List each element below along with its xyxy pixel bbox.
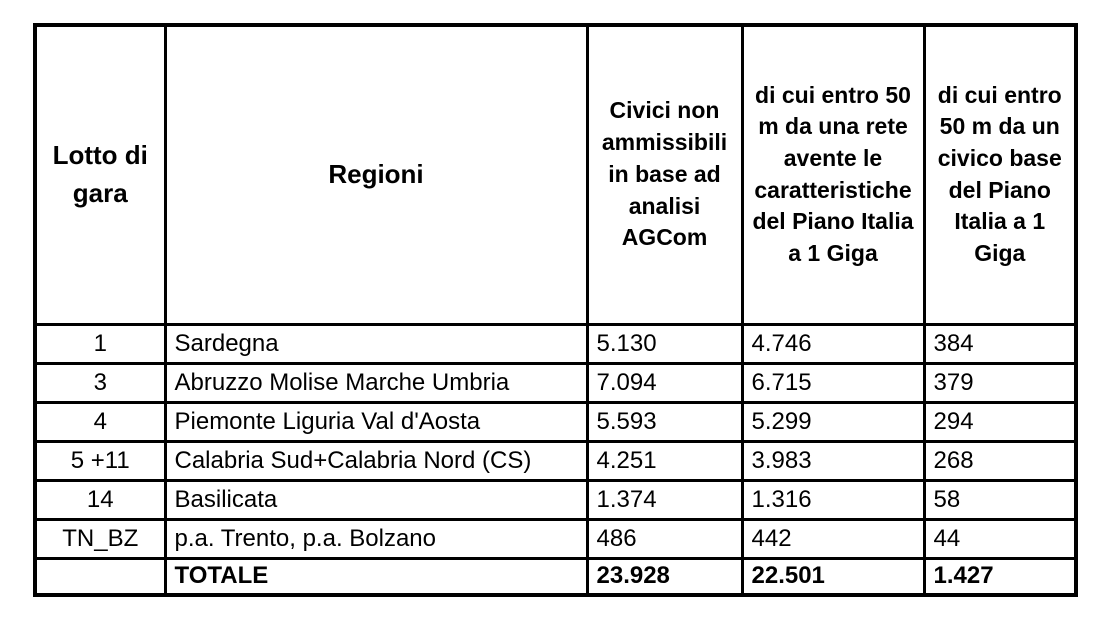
table-row bbox=[35, 324, 1076, 363]
cell-entro-50m-rete: 1.316 bbox=[742, 480, 924, 519]
cell-entro-50m-rete: 5.299 bbox=[742, 402, 924, 441]
col-header-entro-50m-civico-base: di cui entro 50 m da un civico base del Piano Italia a 1 Giga bbox=[924, 25, 1076, 324]
cell-entro-50m-rete: 4.746 bbox=[742, 324, 924, 363]
cell-lotto: 14 bbox=[35, 480, 165, 519]
cell-regione: Calabria Sud+Calabria Nord (CS) bbox=[165, 441, 587, 480]
col-header-civici-non-ammissibili: Civici non ammissibili in base ad analisi AGCom bbox=[587, 25, 742, 324]
cell-regione: Piemonte Liguria Val d'Aosta bbox=[165, 402, 587, 441]
cell-entro-50m-civico-base: 294 bbox=[924, 402, 1076, 441]
total-entro-50m-rete: 22.501 bbox=[742, 558, 924, 595]
table-header-row bbox=[35, 25, 1076, 324]
table-row bbox=[35, 441, 1076, 480]
cell-lotto: 4 bbox=[35, 402, 165, 441]
cell-entro-50m-civico-base: 58 bbox=[924, 480, 1076, 519]
cell-regione: Sardegna bbox=[165, 324, 587, 363]
cell-lotto: 1 bbox=[35, 324, 165, 363]
cell-entro-50m-civico-base: 268 bbox=[924, 441, 1076, 480]
cell-entro-50m-civico-base: 379 bbox=[924, 363, 1076, 402]
cell-regione: Basilicata bbox=[165, 480, 587, 519]
cell-civici: 1.374 bbox=[587, 480, 742, 519]
cell-lotto: 5 +11 bbox=[35, 441, 165, 480]
table-row bbox=[35, 402, 1076, 441]
cell-entro-50m-civico-base: 44 bbox=[924, 519, 1076, 558]
cell-entro-50m-rete: 442 bbox=[742, 519, 924, 558]
cell-lotto: 3 bbox=[35, 363, 165, 402]
cell-regione: Abruzzo Molise Marche Umbria bbox=[165, 363, 587, 402]
cell-civici: 4.251 bbox=[587, 441, 742, 480]
cell-entro-50m-rete: 6.715 bbox=[742, 363, 924, 402]
cell-entro-50m-rete: 3.983 bbox=[742, 441, 924, 480]
total-entro-50m-civico-base: 1.427 bbox=[924, 558, 1076, 595]
total-label: TOTALE bbox=[165, 558, 587, 595]
col-header-lotto-di-gara: Lotto di gara bbox=[35, 25, 165, 324]
col-header-regioni: Regioni bbox=[165, 25, 587, 324]
cell-civici: 7.094 bbox=[587, 363, 742, 402]
col-header-entro-50m-rete: di cui entro 50 m da una rete avente le caratteristiche del Piano Italia a 1 Giga bbox=[742, 25, 924, 324]
cell-regione: p.a. Trento, p.a. Bolzano bbox=[165, 519, 587, 558]
table-row bbox=[35, 363, 1076, 402]
total-civici: 23.928 bbox=[587, 558, 742, 595]
total-cell-empty bbox=[35, 558, 165, 595]
cell-lotto: TN_BZ bbox=[35, 519, 165, 558]
cell-entro-50m-civico-base: 384 bbox=[924, 324, 1076, 363]
total-row bbox=[35, 558, 1076, 595]
civici-non-ammissibili-table bbox=[33, 23, 1078, 597]
table-row bbox=[35, 519, 1076, 558]
cell-civici: 486 bbox=[587, 519, 742, 558]
table-row bbox=[35, 480, 1076, 519]
cell-civici: 5.593 bbox=[587, 402, 742, 441]
cell-civici: 5.130 bbox=[587, 324, 742, 363]
